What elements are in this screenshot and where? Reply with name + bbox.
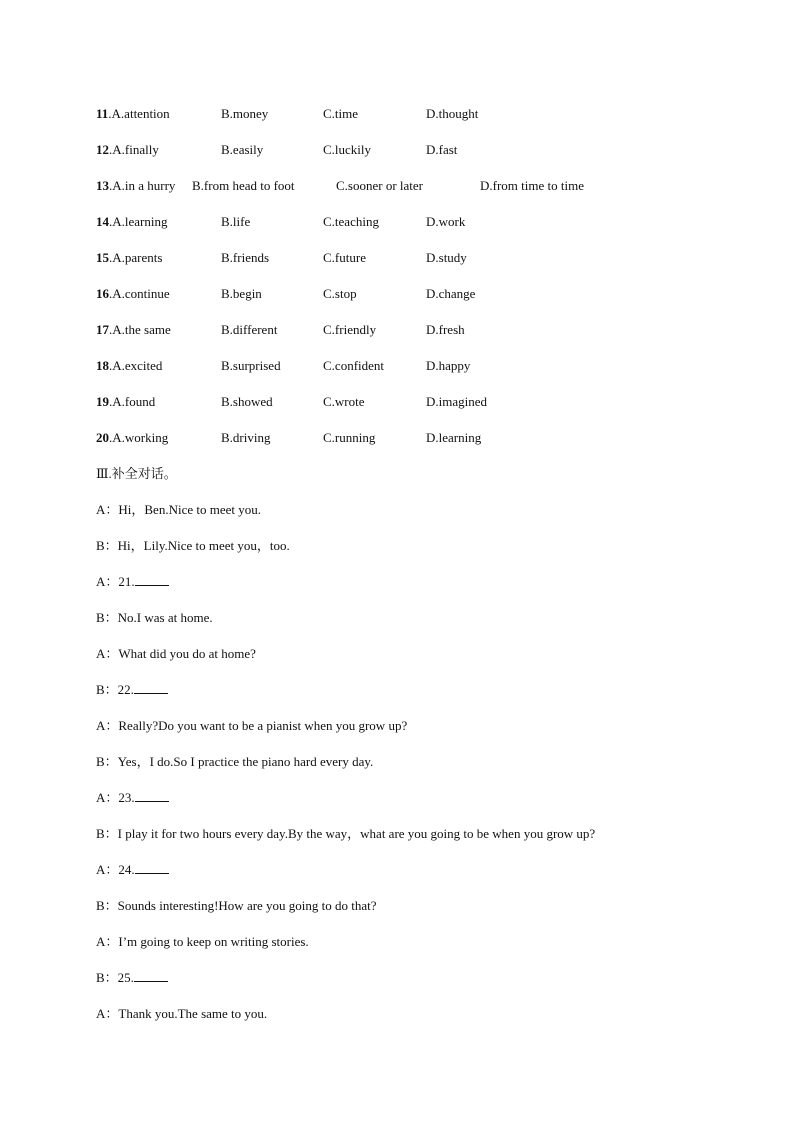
option-b: B.driving: [221, 430, 271, 445]
option-c: C.future: [323, 250, 366, 265]
dialogue-text: Thank you.The same to you.: [118, 1006, 268, 1021]
option-b: B.from head to foot: [192, 178, 295, 193]
speaker-label: B：: [96, 970, 118, 985]
dialogue-line: [96, 573, 169, 591]
dialogue-line: [96, 501, 261, 519]
option-b: B.easily: [221, 142, 264, 157]
dialogue-line: [96, 825, 595, 843]
option-b: B.money: [221, 106, 269, 121]
question-number: 18: [96, 358, 109, 373]
question-number: 17: [96, 322, 109, 337]
dialogue-line: [96, 645, 256, 663]
speaker-label: A：: [96, 574, 119, 589]
speaker-label: A：: [96, 934, 119, 949]
question-number: 15: [96, 250, 109, 265]
dialogue-line: [96, 969, 168, 987]
option-c: C.running: [323, 430, 376, 445]
option-a: 14.A.learning: [96, 214, 168, 229]
answer-blank[interactable]: [135, 861, 169, 874]
speaker-label: B：: [96, 826, 118, 841]
question-number: 19: [96, 394, 109, 409]
dialogue-text: Yes，I do.So I practice the piano hard every day.: [117, 754, 374, 769]
dialogue-text: 21.: [118, 574, 135, 589]
speaker-label: A：: [96, 502, 119, 517]
dialogue-line: [96, 609, 213, 627]
option-c: C.time: [323, 106, 359, 121]
question-number: 12: [96, 142, 109, 157]
dialogue-text: Hi，Ben.Nice to meet you.: [118, 502, 261, 517]
dialogue-line: [96, 753, 373, 771]
dialogue-text: 24.: [118, 862, 135, 877]
speaker-label: A：: [96, 718, 119, 733]
speaker-label: A：: [96, 790, 119, 805]
dialogue-text: Hi，Lily.Nice to meet you，too.: [117, 538, 290, 553]
option-c: C.confident: [323, 358, 385, 373]
dialogue-line: [96, 933, 309, 951]
speaker-label: A：: [96, 862, 119, 877]
speaker-label: A：: [96, 1006, 119, 1021]
speaker-label: B：: [96, 898, 118, 913]
dialogue-text: I play it for two hours every day.By the way，what are you going to be when you grow up?: [117, 826, 596, 841]
dialogue-text: Sounds interesting!How are you going to do that?: [117, 898, 377, 913]
option-a: 15.A.parents: [96, 250, 163, 265]
question-number: 20: [96, 430, 109, 445]
dialogue-text: I’m going to keep on writing stories.: [118, 934, 309, 949]
option-d: D.from time to time: [480, 178, 584, 193]
option-c: C.friendly: [323, 322, 377, 337]
question-number: 14: [96, 214, 109, 229]
answer-blank[interactable]: [134, 969, 168, 982]
dialogue-text: No.I was at home.: [117, 610, 213, 625]
option-a: 19.A.found: [96, 394, 156, 409]
speaker-label: B：: [96, 538, 118, 553]
option-c: C.wrote: [323, 394, 365, 409]
speaker-label: B：: [96, 610, 118, 625]
dialogue-line: [96, 789, 169, 807]
option-a: 11.A.attention: [96, 106, 170, 121]
option-a: 17.A.the same: [96, 322, 171, 337]
speaker-label: A：: [96, 646, 119, 661]
option-b: B.surprised: [221, 358, 281, 373]
dialogue-line: [96, 861, 169, 879]
option-b: B.begin: [221, 286, 262, 301]
option-b: B.friends: [221, 250, 270, 265]
dialogue-text: 25.: [117, 970, 134, 985]
question-number: 16: [96, 286, 109, 301]
dialogue-line: [96, 537, 290, 555]
dialogue-line: [96, 897, 377, 915]
option-d: D.study: [426, 250, 467, 265]
option-c: C.luckily: [323, 142, 372, 157]
section-title: Ⅲ.补全对话。: [96, 466, 177, 481]
option-c: C.teaching: [323, 214, 379, 229]
option-d: D.imagined: [426, 394, 488, 409]
question-number: 11: [96, 106, 109, 121]
option-b: B.life: [221, 214, 251, 229]
option-c: C.sooner or later: [336, 178, 424, 193]
option-b: B.showed: [221, 394, 273, 409]
option-d: D.thought: [426, 106, 479, 121]
dialogue-text: 22.: [117, 682, 134, 697]
option-d: D.work: [426, 214, 466, 229]
option-d: D.fast: [426, 142, 458, 157]
speaker-label: B：: [96, 754, 118, 769]
option-d: D.learning: [426, 430, 482, 445]
option-b: B.different: [221, 322, 278, 337]
answer-blank[interactable]: [134, 681, 168, 694]
option-a: 16.A.continue: [96, 286, 170, 301]
option-d: D.change: [426, 286, 476, 301]
dialogue-line: [96, 1005, 267, 1023]
option-a: 20.A.working: [96, 430, 169, 445]
option-d: D.fresh: [426, 322, 465, 337]
dialogue-line: [96, 681, 168, 699]
dialogue-text: What did you do at home?: [118, 646, 256, 661]
option-a: 13.A.in a hurry: [96, 178, 176, 193]
option-c: C.stop: [323, 286, 357, 301]
dialogue-text: Really?Do you want to be a pianist when you grow up?: [118, 718, 408, 733]
answer-blank[interactable]: [135, 789, 169, 802]
option-a: 12.A.finally: [96, 142, 159, 157]
dialogue-text: 23.: [118, 790, 135, 805]
option-a: 18.A.excited: [96, 358, 163, 373]
answer-blank[interactable]: [135, 573, 169, 586]
question-number: 13: [96, 178, 109, 193]
speaker-label: B：: [96, 682, 118, 697]
dialogue-line: [96, 717, 407, 735]
option-d: D.happy: [426, 358, 471, 373]
